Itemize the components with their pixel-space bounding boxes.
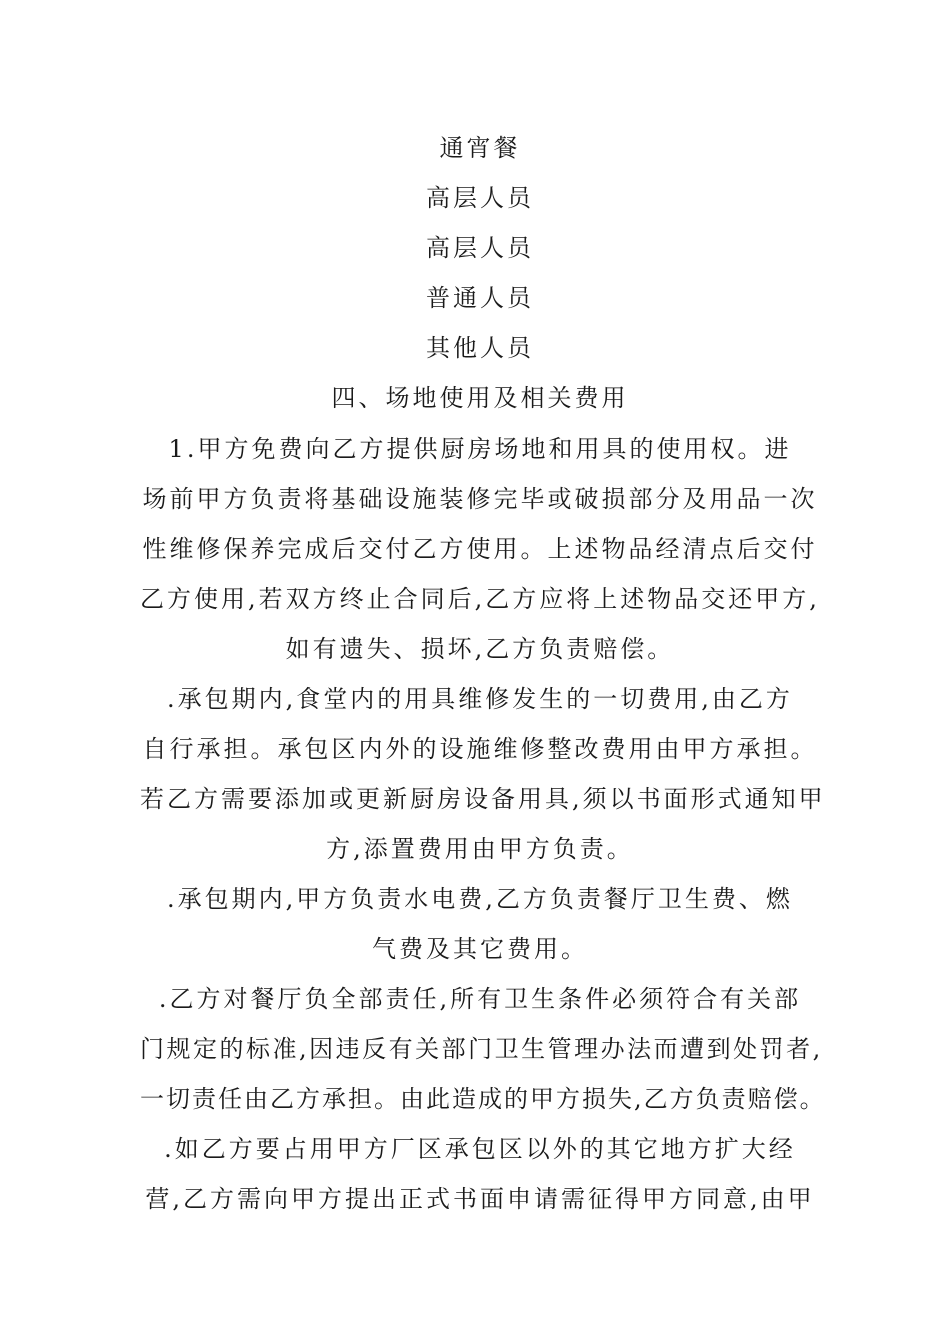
paragraph-line: 1.甲方免费向乙方提供厨房场地和用具的使用权。进 xyxy=(168,435,792,463)
section-heading: 四、场地使用及相关费用 xyxy=(331,384,629,412)
paragraph-line: 营,乙方需向甲方提出正式书面申请需征得甲方同意,由甲 xyxy=(145,1185,815,1213)
paragraph-line: 若乙方需要添加或更新厨房设备用具,须以书面形式通知甲 xyxy=(140,785,826,813)
paragraph-line: .乙方对餐厅负全部责任,所有卫生条件必须符合有关部 xyxy=(158,985,802,1013)
paragraph-line: 如有遗失、损坏,乙方负责赔偿。 xyxy=(285,635,675,663)
paragraph-line: 气费及其它费用。 xyxy=(372,935,588,963)
paragraph-line: 门规定的标准,因违反有关部门卫生管理办法而遭到处罚者, xyxy=(140,1035,823,1063)
paragraph-line: 自行承担。承包区内外的设施维修整改费用由甲方承担。 xyxy=(142,735,818,763)
paragraph-line: 性维修保养完成后交付乙方使用。上述物品经清点后交付 xyxy=(142,535,818,563)
list-item-senior-staff-2: 高层人员 xyxy=(426,234,534,262)
list-item-late-night-meal: 通宵餐 xyxy=(439,134,521,162)
list-item-regular-staff: 普通人员 xyxy=(426,284,534,312)
paragraph-line: 一切责任由乙方承担。由此造成的甲方损失,乙方负责赔偿。 xyxy=(140,1085,826,1113)
paragraph-line: .承包期内,食堂内的用具维修发生的一切费用,由乙方 xyxy=(167,685,793,713)
paragraph-line: 场前甲方负责将基础设施装修完毕或破损部分及用品一次 xyxy=(142,485,818,513)
paragraph-line: 乙方使用,若双方终止合同后,乙方应将上述物品交还甲方, xyxy=(140,585,820,613)
paragraph-line: 方,添置费用由甲方负责。 xyxy=(326,835,634,863)
list-item-other-staff: 其他人员 xyxy=(426,334,534,362)
list-item-senior-staff: 高层人员 xyxy=(426,184,534,212)
paragraph-line: .如乙方要占用甲方厂区承包区以外的其它地方扩大经 xyxy=(164,1135,796,1163)
paragraph-line: .承包期内,甲方负责水电费,乙方负责餐厅卫生费、燃 xyxy=(167,885,793,913)
